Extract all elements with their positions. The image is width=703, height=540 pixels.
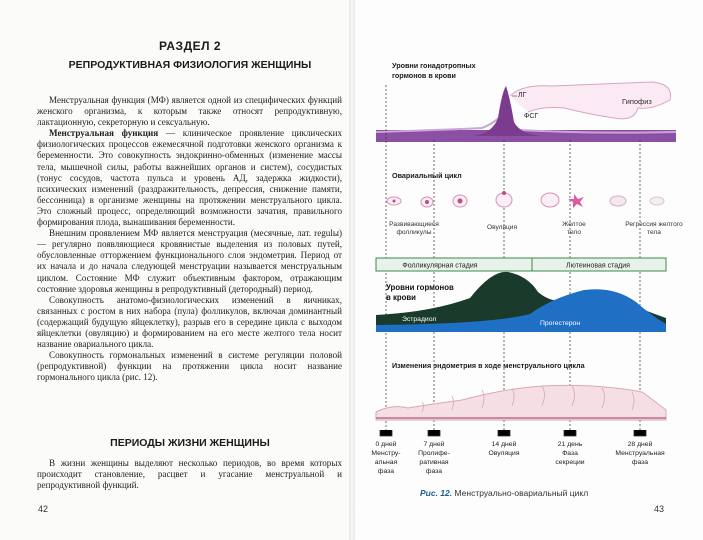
- ovary-stage-4b: тела: [647, 229, 661, 236]
- day-labels: [371, 440, 665, 475]
- paragraph-2: [37, 128, 342, 228]
- menstrual-cycle-figure: [352, 0, 703, 540]
- paragraph-4: Совокупность анатомо-физиологических изменений в яичниках, связанных с ростом в них набора (пула) фолликулов, включая доминантный (содержащий будущую яйцеклетку), разрыв его в середине цикла с выходом яйцеклетки (овуляцию) и формированием на его месте желтого тела носит название овариального цикла.: [37, 294, 342, 350]
- body-text-top: [37, 95, 342, 383]
- luteal-phase-label: Лютеиновая стадия: [566, 262, 630, 270]
- page-number-right: 43: [654, 504, 665, 514]
- blood-hormones-label-2: в крови: [386, 293, 416, 302]
- day-28-line2: фаза: [631, 459, 649, 466]
- fsh-label: ФСГ: [524, 113, 539, 120]
- day-0-line1: Менстру-: [371, 450, 401, 457]
- paragraph-6: В жизни женщины выделяют несколько периодов, во время которых происходит становление, расцвет и угасание менструальной и репродуктивной функций.: [37, 458, 342, 491]
- ovary-stage-3a: Желтое: [562, 221, 586, 228]
- caption-text: Менструально-овариальный цикл: [452, 488, 589, 498]
- ovary-stage-2: Овуляция: [486, 224, 518, 231]
- endometrium-layer: [376, 385, 666, 420]
- paragraph-5: Совокупность гормональных изменений в системе регуляции половой (репродуктивной) функции на протяжении цикла носит название гормонального цикла (рис. 12).: [37, 350, 342, 383]
- section-label: РАЗДЕЛ 2: [158, 39, 222, 53]
- caption-label: Рис. 12.: [420, 488, 453, 498]
- ovary-stage-1a: Развивающиеся: [389, 221, 439, 228]
- page-number-left: 42: [38, 504, 49, 514]
- figure-caption: [420, 488, 588, 498]
- ovary-stage-4a: Регрессия желтого: [625, 221, 683, 228]
- day-7-label: 7 дней: [423, 441, 445, 448]
- ovarian-title: Овариальный цикл: [392, 171, 462, 180]
- pituitary-label: Гипофиз: [622, 97, 652, 106]
- ovarian-stage-labels: [389, 221, 683, 236]
- follicular-phase-label: Фолликулярная стадия: [402, 262, 478, 270]
- day-7-line2: ративная: [419, 459, 449, 466]
- section-title: РЕПРОДУКТИВНАЯ ФИЗИОЛОГИЯ ЖЕНЩИНЫ: [68, 59, 312, 71]
- day-0-label: 0 дней: [375, 441, 397, 448]
- term-menstrual-function: Менструальная функция: [49, 128, 159, 139]
- paragraph-3: Внешним проявлением МФ является менструация (месячные, лат. regulы) — регулярно появляющиеся кровянистые выделения из половых путей, обусловленные отторжением функционального слоя эндометрия. Период от их начала и до начала следующей менструации называется менструальным циклом. Состояние МФ служит объективным фактором, отражающим состояние здоровья женщины в репродуктивный (детородный) период.: [37, 228, 342, 294]
- paragraph-2-text: — клиническое проявление циклических физиологических процессов ежемесячной подготовки женского организма к беременности. Это совокупность эндокринно-обменных (изменение массы тела, мышечной силы, работы важнейших органов и систем), сосудистых (тонус сосудов, частота пульса и уровень АД, задержка жидкости), психических изменений (раздражительность, депрессия, снижение памяти, бессонница) в организме женщины на протяжении менструального цикла. Это сложный процесс, определяющий возможности зачатия, правильного формирования плода, вынашивания беременности.: [37, 128, 343, 228]
- day-28-label: 28 дней: [627, 441, 653, 448]
- gonadotropin-title-2: гормонов в крови: [392, 71, 456, 80]
- body-text-bottom: [37, 458, 342, 491]
- day-21-line2: секреции: [555, 459, 585, 466]
- endometrium-title: Изменения эндометрия в ходе менструального цикла: [392, 361, 585, 370]
- day-7-line3: фаза: [425, 468, 443, 475]
- ovary-stage-3b: тело: [567, 229, 581, 236]
- day-14-label: 14 дней: [491, 441, 517, 448]
- day-21-line1: Фаза: [562, 450, 578, 457]
- ovary-stage-1b: фолликулы: [396, 229, 432, 236]
- gonadotropin-title-1: Уровни гонадотропных: [392, 61, 476, 70]
- estradiol-label: Эстрадиол: [402, 316, 437, 323]
- day-14-line1: Овуляция: [488, 450, 520, 457]
- day-ticks: [380, 430, 646, 436]
- progesterone-label: Прогестерон: [540, 320, 581, 327]
- lh-label: ЛГ: [518, 92, 527, 99]
- blood-hormones-label-1: Уровни гормонов: [386, 283, 454, 292]
- day-7-line1: Пролифе-: [418, 450, 450, 457]
- paragraph-1: Менструальная функция (МФ) является одной из специфических функций женского организма, к которым также относят репродуктивную, лактационную, секреторную и сексуальную.: [37, 95, 342, 128]
- follicles-row: [387, 191, 664, 208]
- day-0-line3: фаза: [377, 468, 395, 475]
- day-0-line2: альная: [374, 459, 398, 466]
- day-28-line1: Менструальная: [615, 450, 665, 457]
- subsection-title: ПЕРИОДЫ ЖИЗНИ ЖЕНЩИНЫ: [110, 437, 270, 449]
- day-21-label: 21 день: [557, 441, 583, 448]
